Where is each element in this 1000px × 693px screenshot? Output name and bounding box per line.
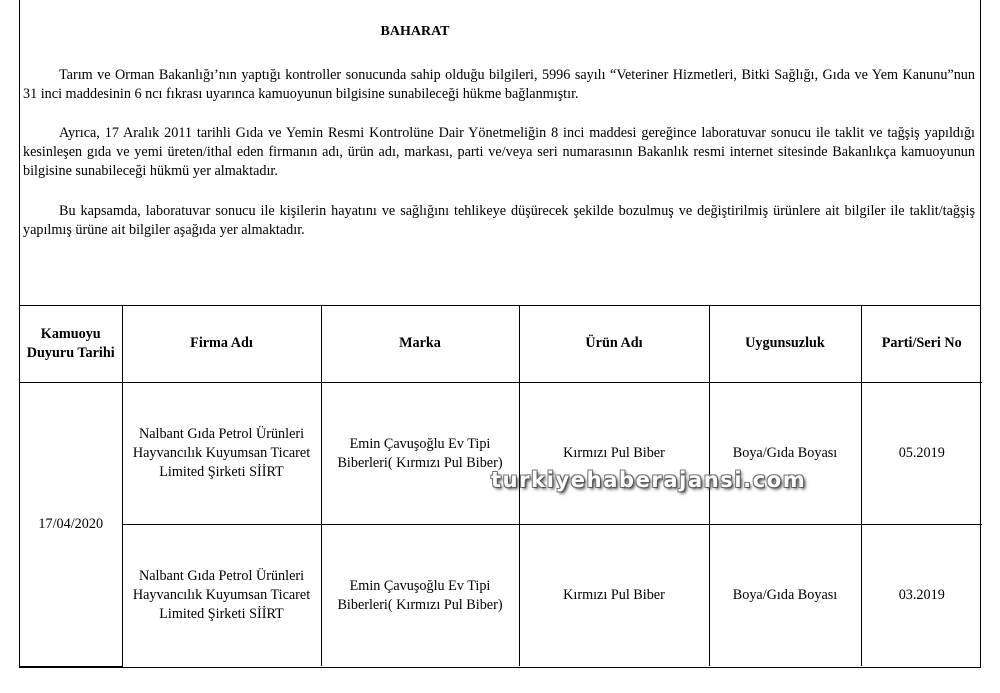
product-name: Kırmızı Pul Biber [519,525,709,667]
table-header-row [20,305,982,383]
firm-name: Nalbant Gıda Petrol Ürünleri Hayvancılık Kuyumsan Ticaret Limited Şirketi SİİRT [122,383,321,525]
header-nonconformity: Uygunsuzluk [709,305,861,383]
header-firm: Firma Adı [122,305,321,383]
nonconformity: Boya/Gıda Boyası [709,525,861,667]
document-title: BAHARAT [380,24,450,39]
intro-section [20,0,980,306]
header-brand: Marka [321,305,519,383]
paragraph-3: Bu kapsamda, laboratuvar sonucu ile kişilerin hayatını ve sağlığını tehlikeye düşürecek şekilde bozulmuş ve değiştirilmiş ürünlere ait bilgiler ile taklit/tağşiş yapılmış ürüne ait bilgiler aşağıda yer almaktadır. [23,203,975,238]
brand: Emin Çavuşoğlu Ev Tipi Biberleri( Kırmızı Pul Biber) [321,525,519,667]
watermark: turkiyehaberajansi.com [491,468,807,492]
product-name: Kırmızı Pul Biber [519,383,709,525]
firm-name: Nalbant Gıda Petrol Ürünleri Hayvancılık Kuyumsan Ticaret Limited Şirketi SİİRT [122,525,321,667]
table-row [20,383,982,525]
nonconformity: Boya/Gıda Boyası [709,383,861,525]
header-batch: Parti/Seri No [861,305,982,383]
brand: Emin Çavuşoğlu Ev Tipi Biberleri( Kırmızı Pul Biber) [321,383,519,525]
header-date: Kamuoyu Duyuru Tarihi [20,305,122,383]
table-row [20,525,982,667]
batch-number: 05.2019 [861,383,982,525]
announcement-date: 17/04/2020 [20,383,122,667]
paragraph-2: Ayrıca, 17 Aralık 2011 tarihli Gıda ve Yemin Resmi Kontrolüne Dair Yönetmeliğin 8 inci maddesi gereğince laboratuvar sonucu ile taklit ve tağşiş yapıldığı kesinleşen gıda ve yemi üreten/ithal eden firmanın adı, ürün adı, markası, parti ve/veya seri numarasının Bakanlık resmi internet sitesinde Bakanlıkça kamuoyunun bilgisine sunabileceği hükmü yer almaktadır. [23,125,975,179]
batch-number: 03.2019 [861,525,982,667]
document-frame [19,0,981,668]
paragraph-1: Tarım ve Orman Bakanlığı’nın yaptığı kontroller sonucunda sahip olduğu bilgileri, 5996 sayılı “Veteriner Hizmetleri, Bitki Sağlığı, Gıda ve Yem Kanunu”nun 31 inci maddesinin 6 ncı fıkrası uyarınca kamuoyunun bilgisine sunabileceği hükme bağlanmıştır. [23,67,975,102]
header-product: Ürün Adı [519,305,709,383]
